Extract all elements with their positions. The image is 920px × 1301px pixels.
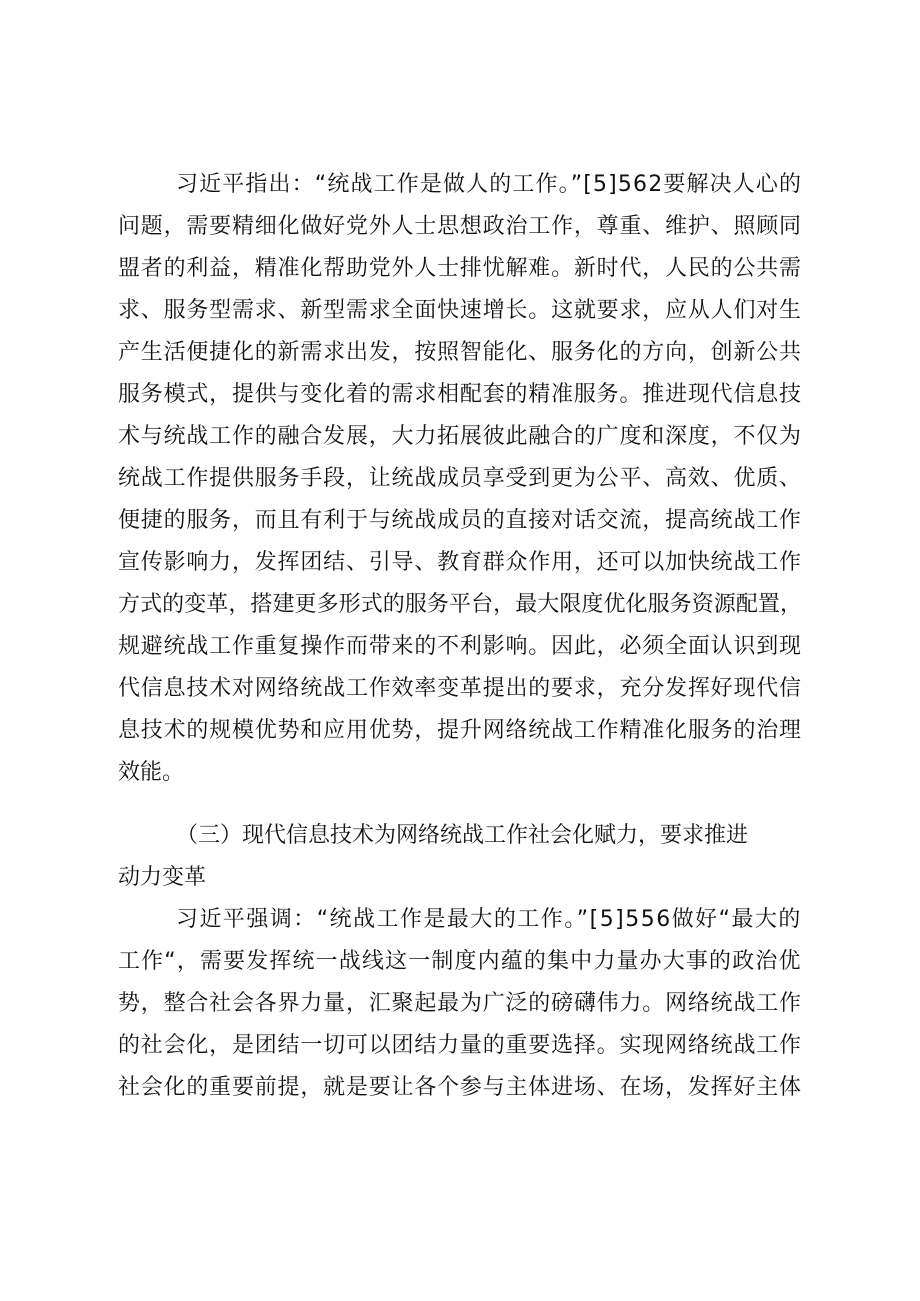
text-line: 便捷的服务，而且有利于与统战成员的直接对话交流，提高统战工作 — [118, 508, 802, 533]
text-line: 代信息技术对网络统战工作效率变革提出的要求，充分发挥好现代信 — [118, 676, 802, 701]
text-line: 社会化的重要前提，就是要让各个参与主体进场、在场，发挥好主体 — [118, 1075, 802, 1100]
text-line: 方式的变革，搭建更多形式的服务平台，最大限度优化服务资源配置， — [118, 592, 803, 617]
text-line: 产生活便捷化的新需求出发，按照智能化、服务化的方向，创新公共 — [118, 340, 802, 365]
text-line: 统战工作提供服务手段，让统战成员享受到更为公平、高效、优质、 — [118, 466, 802, 491]
text-line: 势，整合社会各界力量，汇聚起最为广泛的磅礴伟力。网络统战工作 — [118, 991, 802, 1016]
section-heading: （三）现代信息技术为网络统战工作社会化赋力，要求推进 — [176, 823, 749, 848]
text-line: 的社会化，是团结一切可以团结力量的重要选择。实现网络统战工作 — [118, 1033, 802, 1058]
text-line: 宣传影响力，发挥团结、引导、教育群众作用，还可以加快统战工作 — [118, 550, 802, 575]
text-line: 息技术的规模优势和应用优势，提升网络统战工作精准化服务的治理 — [118, 718, 802, 743]
text-line: 服务模式，提供与变化着的需求相配套的精准服务。推进现代信息技 — [118, 382, 802, 407]
text-line: 习近平指出：“统战工作是做人的工作。”[5]562要解决人心的 — [176, 172, 803, 197]
text-line: 习近平强调：“统战工作是最大的工作。”[5]556做好“最大的 — [176, 907, 802, 932]
text-line: 工作“，需要发挥统一战线这一制度内蕴的集中力量办大事的政治优 — [118, 949, 802, 974]
text-line: 效能。 — [118, 760, 185, 785]
section-heading: 动力变革 — [118, 865, 207, 890]
text-line: 求、服务型需求、新型需求全面快速增长。这就要求，应从人们对生 — [118, 298, 802, 323]
text-line: 规避统战工作重复操作而带来的不利影响。因此，必须全面认识到现 — [118, 634, 802, 659]
text-line: 问题，需要精细化做好党外人士思想政治工作，尊重、维护、照顾同 — [118, 214, 802, 239]
text-line: 术与统战工作的融合发展，大力拓展彼此融合的广度和深度，不仅为 — [118, 424, 802, 449]
text-line: 盟者的利益，精准化帮助党外人士排忧解难。新时代，人民的公共需 — [118, 256, 802, 281]
